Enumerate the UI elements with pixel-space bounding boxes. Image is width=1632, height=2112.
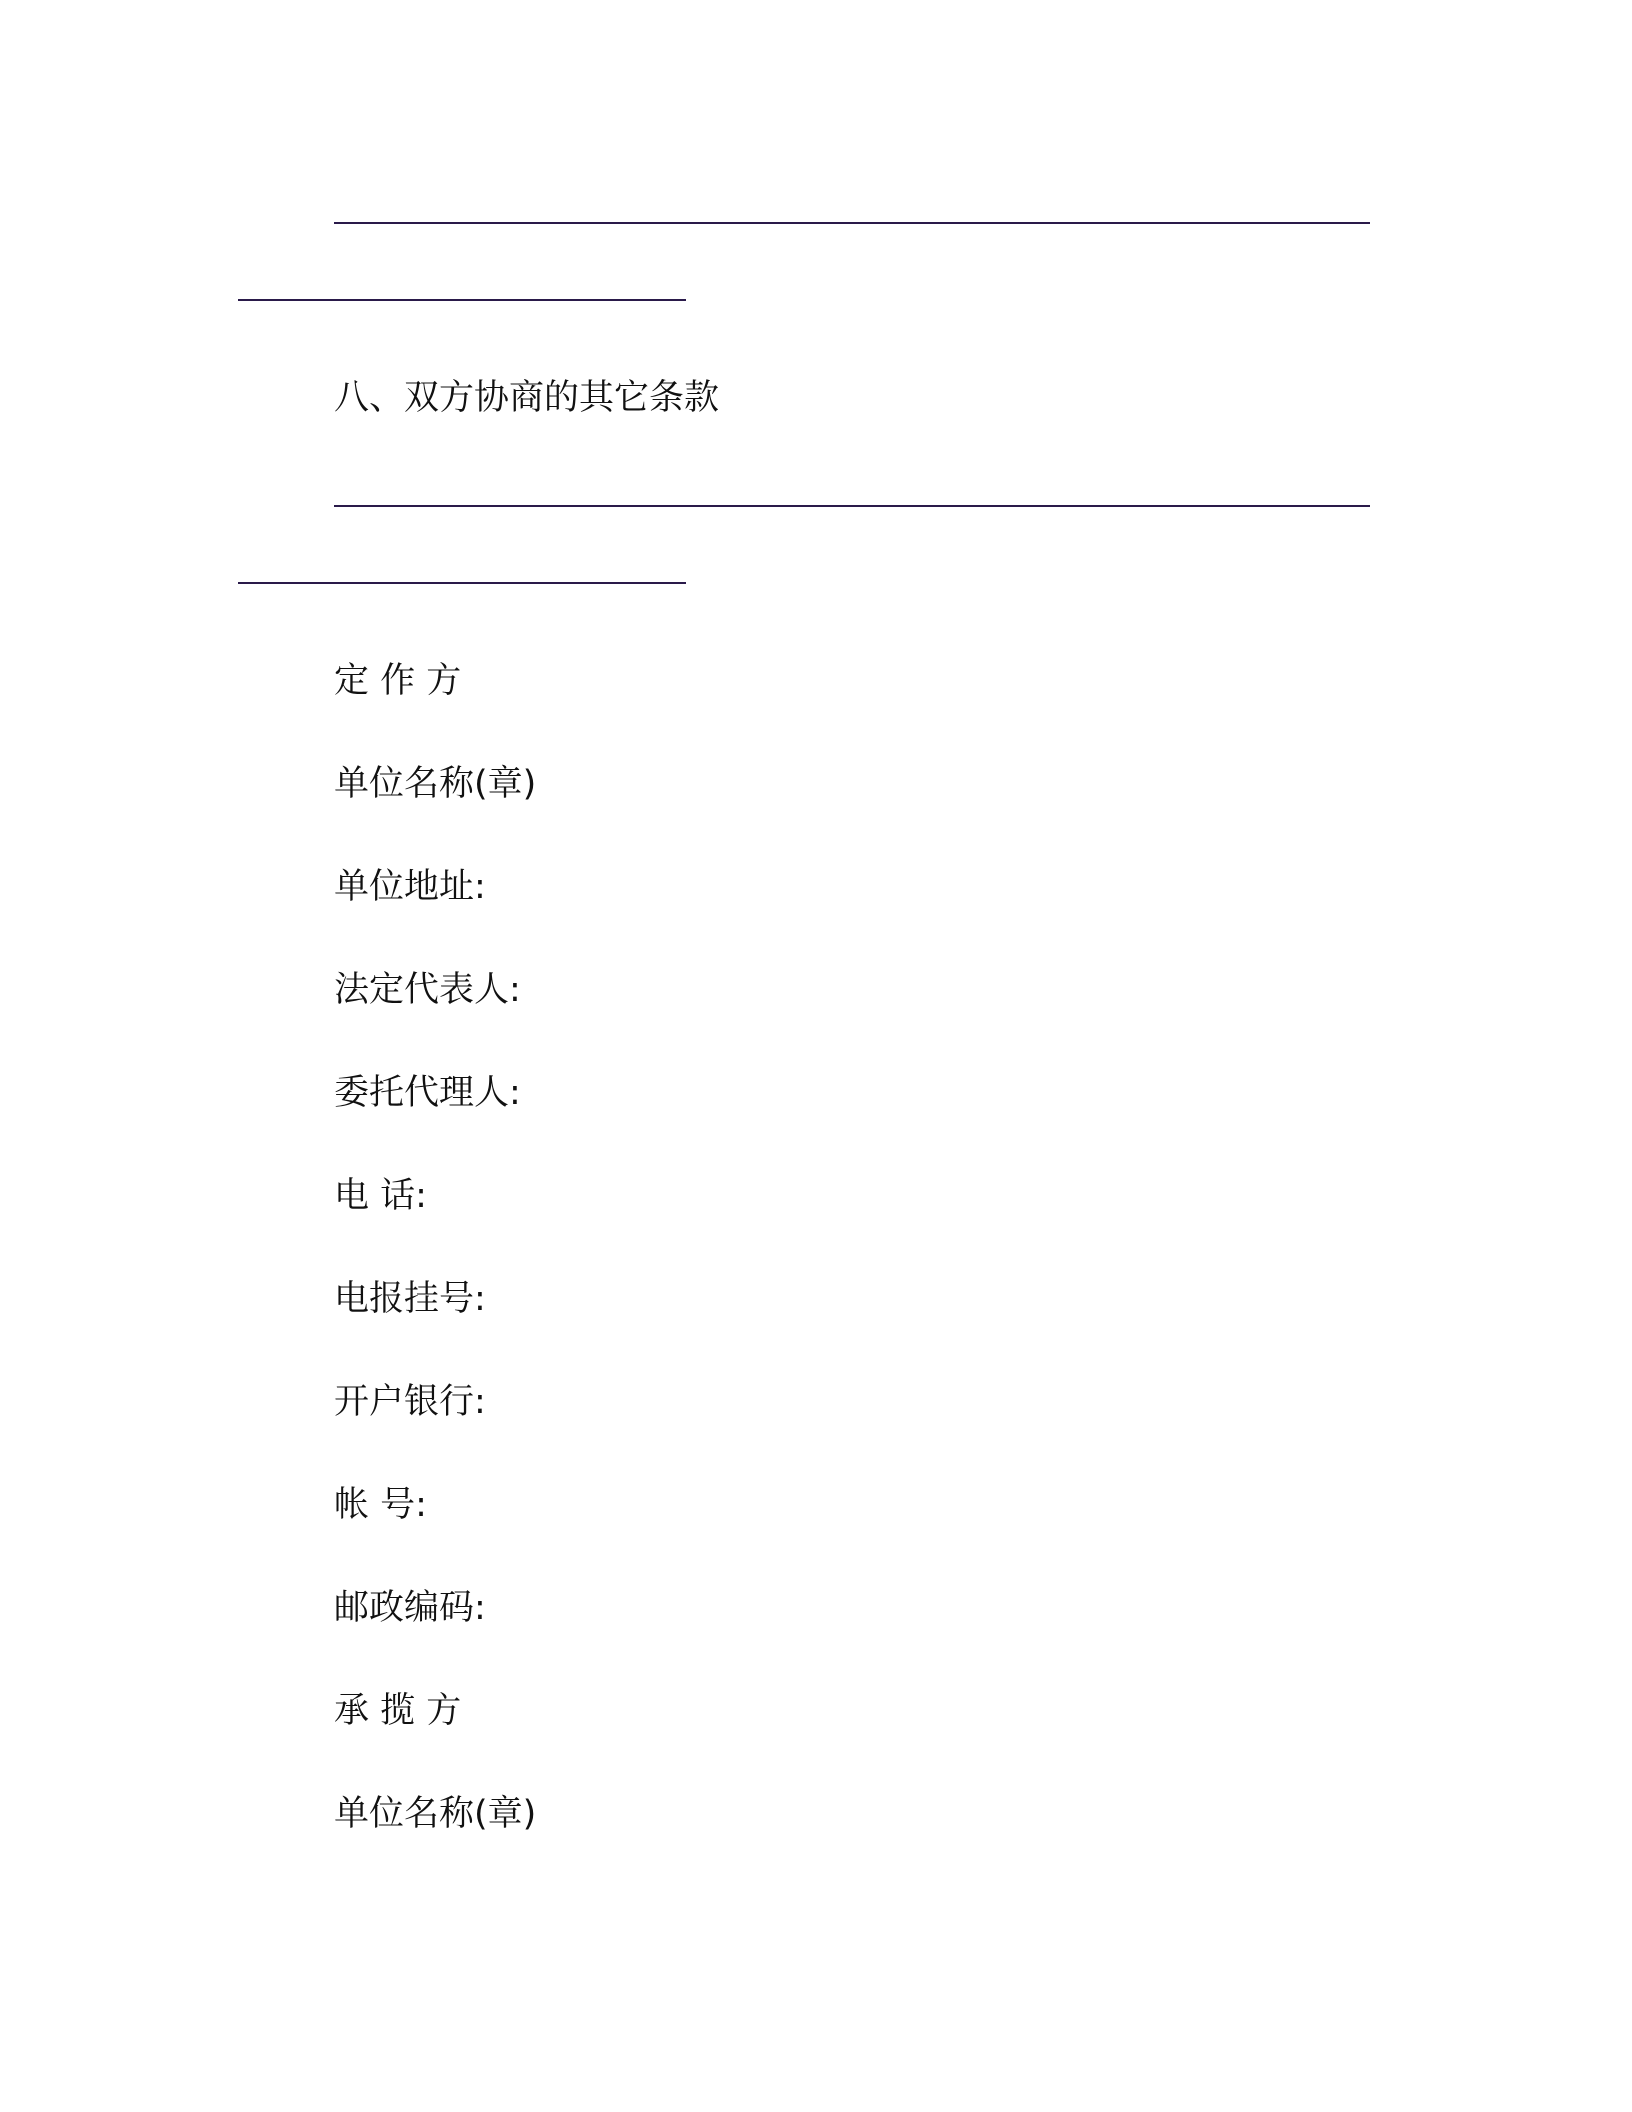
contractor-unit-name: 单位名称(章) bbox=[334, 1794, 537, 1834]
client-legal-rep: 法定代表人: bbox=[334, 970, 521, 1010]
blank-line-short-2 bbox=[238, 582, 686, 584]
blank-line-short-1 bbox=[238, 299, 686, 301]
client-unit-address: 单位地址: bbox=[334, 867, 486, 907]
section-heading-8: 八、双方协商的其它条款 bbox=[334, 378, 720, 418]
client-agent: 委托代理人: bbox=[334, 1073, 521, 1113]
client-postcode: 邮政编码: bbox=[334, 1588, 486, 1628]
blank-line-long-2 bbox=[334, 505, 1370, 507]
client-heading: 定 作 方 bbox=[334, 661, 462, 701]
blank-line-long-1 bbox=[334, 222, 1370, 224]
client-telegraph: 电报挂号: bbox=[334, 1279, 486, 1319]
client-phone: 电 话: bbox=[334, 1176, 427, 1216]
client-bank: 开户银行: bbox=[334, 1382, 486, 1422]
client-account: 帐 号: bbox=[334, 1485, 427, 1525]
client-unit-name: 单位名称(章) bbox=[334, 764, 537, 804]
contractor-heading: 承 揽 方 bbox=[334, 1691, 462, 1731]
